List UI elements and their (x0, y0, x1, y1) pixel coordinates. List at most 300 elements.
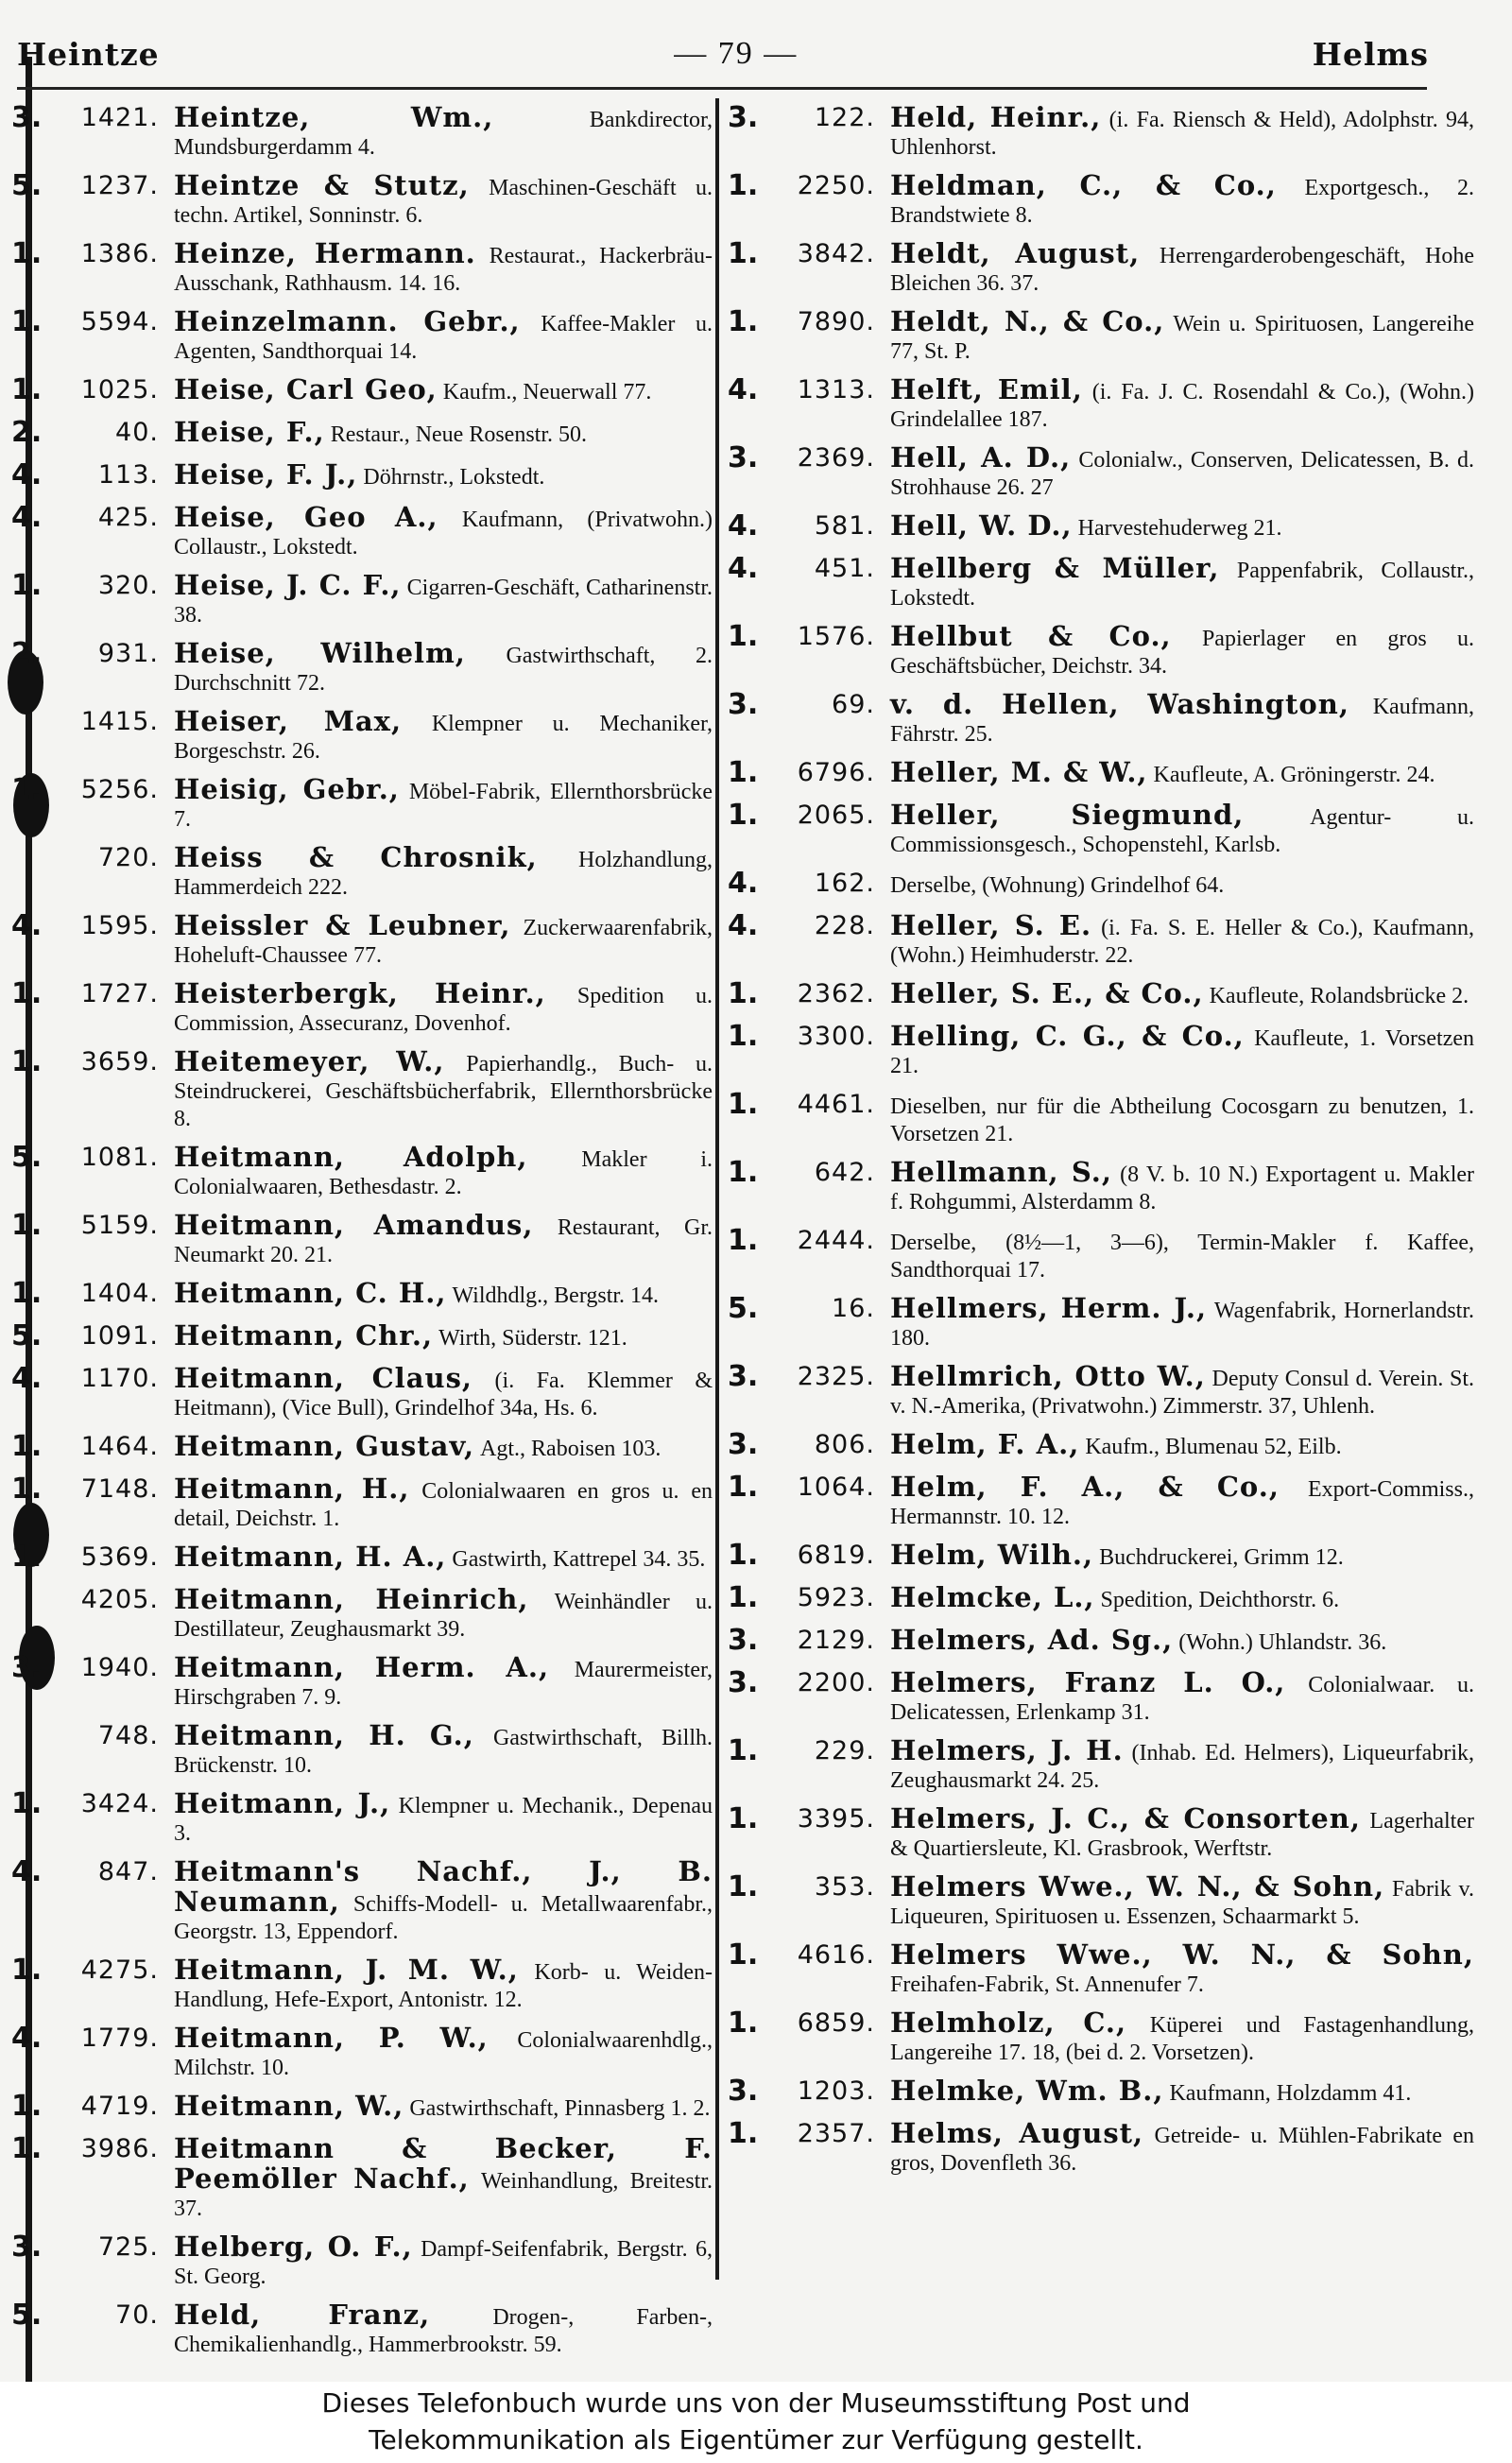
subscriber-details: Colonialwaar. u. Delicatessen, Erlenkamp 31. (890, 1673, 1475, 1725)
directory-entry (11, 772, 713, 834)
subscriber-details: Gastwirthschaft, Billh. Brückenstr. 10. (174, 1726, 713, 1778)
entry-text (174, 1953, 713, 2014)
subscriber-details: Colonialwaaren en gros u. en detail, Deichstr. 1. (174, 1479, 713, 1531)
column-divider (715, 98, 719, 2280)
subscriber-name: Heitmann, C. H., (174, 1277, 447, 1309)
exchange-prefix: 1. (728, 1734, 759, 1767)
directory-entry (11, 1276, 713, 1312)
entry-text (890, 551, 1474, 612)
subscriber-name: Hellbut & Co., (890, 620, 1172, 652)
phone-number: 1404. (80, 1279, 159, 1308)
subscriber-name: Heisterbergk, Heinr., (174, 977, 546, 1009)
phone-number: 1170. (80, 1364, 159, 1393)
exchange-prefix: 5. (728, 1292, 759, 1325)
exchange-prefix: 5. (11, 1319, 43, 1352)
exchange-prefix: 2. (11, 637, 43, 670)
exchange-prefix: 1. (11, 1277, 43, 1310)
exchange-prefix: 3. (11, 2230, 43, 2264)
phone-number: 581. (814, 511, 875, 541)
directory-entry (728, 1869, 1474, 1931)
subscriber-name: Helft, Emil, (890, 373, 1083, 405)
subscriber-name: Hellberg & Müller, (890, 552, 1220, 584)
subscriber-name: Heinze, Hermann. (174, 237, 476, 269)
subscriber-name: Heiser, Max, (174, 705, 403, 737)
phone-number: 320. (97, 571, 159, 600)
phone-number: 40. (115, 418, 159, 447)
subscriber-name: Heitmann, Gustav, (174, 1430, 475, 1462)
directory-entry (728, 1427, 1474, 1463)
phone-number: 5369. (80, 1542, 159, 1572)
subscriber-name: Heitmann, H. A., (174, 1541, 447, 1573)
subscriber-details: Spedition, Deichthorstr. 6. (1100, 1588, 1340, 1612)
subscriber-name: Heitmann, Amandus, (174, 1209, 534, 1241)
phone-number: 847. (97, 1857, 159, 1886)
entry-text (174, 1472, 713, 1533)
entry-text (174, 2131, 713, 2223)
directory-entry (728, 440, 1474, 502)
subscriber-details: Cigarren-Geschäft, Catharinenstr. 38. (174, 576, 713, 628)
subscriber-name: Heitmann, H. G., (174, 1719, 474, 1751)
directory-entry (728, 2006, 1474, 2067)
phone-number: 2250. (797, 171, 875, 200)
exchange-prefix: 1. (728, 1156, 759, 1189)
phone-number: 353. (814, 1872, 875, 1902)
phone-number: 720. (97, 843, 159, 872)
subscriber-details: Exportgesch., 2. Brandstwiete 8. (890, 176, 1474, 228)
subscriber-name: Heisig, Gebr., (174, 773, 400, 805)
directory-entry (11, 2298, 713, 2359)
subscriber-details: Döhrnstr., Lokstedt. (363, 465, 545, 490)
subscriber-details: Makler i. Colonialwaaren, Bethesdastr. 2. (174, 1147, 713, 1199)
directory-entry (11, 1540, 713, 1576)
entry-text (174, 2021, 713, 2082)
entry-text (174, 636, 713, 698)
directory-entry (11, 457, 713, 493)
directory-entry (728, 1580, 1474, 1616)
subscriber-details: (i. Fa. J. C. Rosendahl & Co.), (Wohn.) Grindelallee 187. (890, 380, 1474, 432)
header-last-name: Helms (1312, 35, 1429, 73)
subscriber-details: Spedition u. Commission, Assecuranz, Dovenhof. (174, 984, 713, 1036)
entry-text (890, 619, 1474, 680)
directory-entry (728, 2116, 1474, 2178)
subscriber-name: Heintze & Stutz, (174, 169, 470, 201)
entry-text (174, 500, 713, 561)
phone-number: 4719. (80, 2092, 159, 2121)
entry-text (174, 2298, 713, 2359)
phone-number: 6796. (797, 758, 875, 787)
subscriber-name: Heller, S. E. (890, 909, 1092, 941)
subscriber-details: Gastwirthschaft, Pinnasberg 1. 2. (409, 2096, 711, 2121)
exchange-prefix: 1. (11, 1045, 43, 1078)
subscriber-details: Kaufm., Neuerwall 77. (442, 380, 652, 405)
exchange-prefix: 1. (11, 977, 43, 1010)
exchange-prefix: 1. (11, 1209, 43, 1242)
subscriber-name: Heiss & Chrosnik, (174, 841, 538, 873)
exchange-prefix: 4. (11, 458, 43, 491)
entry-text (890, 1087, 1474, 1148)
subscriber-details: (i. Fa. Klemmer & Heitmann), (Vice Bull), Grindelhof 34a, Hs. 6. (174, 1369, 713, 1421)
subscriber-name: Helmers, Franz L. O., (890, 1666, 1286, 1698)
subscriber-name: Heldman, C., & Co., (890, 169, 1277, 201)
phone-number: 1576. (797, 622, 875, 651)
phone-number: 4461. (797, 1090, 875, 1119)
subscriber-details: Deputy Consul d. Verein. St. v. N.-Amerika, (Privatwohn.) Zimmerstr. 37, Uhlenh. (890, 1367, 1474, 1419)
subscriber-details: Dieselben, nur für die Abtheilung Cocosgarn zu benutzen, 1. Vorsetzen 21. (890, 1094, 1474, 1146)
exchange-prefix: 1. (728, 1581, 759, 1614)
exchange-prefix: 4. (11, 1362, 43, 1395)
entry-text (174, 568, 713, 629)
entry-text (890, 2006, 1474, 2067)
subscriber-details: Gastwirthschaft, 2. Durchschnitt 72. (174, 644, 713, 696)
directory-entry (11, 636, 713, 698)
directory-entry (11, 500, 713, 561)
directory-entry (11, 1361, 713, 1422)
subscriber-details: Möbel-Fabrik, Ellernthorsbrücke 7. (174, 780, 713, 832)
entry-text (890, 1155, 1474, 1216)
subscriber-name: Heldt, August, (890, 237, 1141, 269)
phone-number: 1064. (797, 1473, 875, 1502)
subscriber-name: Helmers, Ad. Sg., (890, 1624, 1174, 1656)
entry-text (890, 1538, 1474, 1572)
exchange-prefix: 4. (11, 1855, 43, 1888)
right-column (728, 100, 1474, 2184)
directory-entry (11, 1318, 713, 1354)
exchange-prefix: 4. (11, 501, 43, 534)
directory-entry (11, 1718, 713, 1780)
directory-entry (11, 2021, 713, 2082)
subscriber-name: Heitmann, H., (174, 1473, 410, 1505)
subscriber-name: Heitmann, Chr., (174, 1319, 434, 1352)
entry-text (174, 772, 713, 834)
directory-entry (728, 372, 1474, 434)
entry-text (890, 1019, 1474, 1080)
exchange-prefix: 1. (11, 1787, 43, 1820)
subscriber-name: Heitmann, Heinrich, (174, 1583, 529, 1615)
directory-entry (11, 1854, 713, 1946)
directory-entry (728, 304, 1474, 366)
subscriber-name: Heise, Carl Geo, (174, 373, 438, 405)
phone-number: 2357. (797, 2119, 875, 2148)
exchange-prefix: 1. (728, 2007, 759, 2040)
phone-number: 5923. (797, 1583, 875, 1612)
subscriber-name: Held, Franz, (174, 2299, 431, 2331)
subscriber-details: Agt., Raboisen 103. (480, 1437, 662, 1461)
phone-number: 70. (115, 2300, 159, 2330)
exchange-prefix: 1. (728, 1870, 759, 1903)
page-number: — 79 — (674, 36, 799, 71)
directory-entry (11, 2089, 713, 2125)
phone-number: 2325. (797, 1362, 875, 1391)
subscriber-details: Kaufmann, (Privatwohn.) Collaustr., Lokstedt. (174, 508, 713, 560)
subscriber-details: Colonialw., Conserven, Delicatessen, B. d. Strohhause 26. 27 (890, 448, 1474, 500)
subscriber-details: Küperei und Fastagenhandlung, Langereihe 17. 18, (bei d. 2. Vorsetzen). (890, 2013, 1475, 2065)
directory-entry (728, 2074, 1474, 2110)
subscriber-details: Wagenfabrik, Hornerlandstr. 180. (890, 1299, 1474, 1351)
subscriber-details: Weinhandlung, Breitestr. 37. (174, 2169, 713, 2221)
subscriber-details: Klempner u. Mechanik., Depenau 3. (174, 1794, 713, 1846)
subscriber-details: Maurermeister, Hirschgraben 7. 9. (174, 1658, 713, 1710)
entry-text (174, 372, 713, 406)
directory-entry (728, 1291, 1474, 1352)
exchange-prefix: 1. (728, 1224, 759, 1257)
phone-number: 806. (814, 1430, 875, 1459)
subscriber-name: Heitmann, J., (174, 1787, 391, 1819)
subscriber-details: Wirth, Süderstr. 121. (438, 1326, 627, 1351)
entry-text (174, 1429, 713, 1463)
subscriber-name: Helmers, J. C., & Consorten, (890, 1802, 1361, 1834)
subscriber-name: Heise, Geo A., (174, 501, 438, 533)
entry-text (174, 1582, 713, 1644)
phone-number: 2200. (797, 1668, 875, 1697)
exchange-prefix: 1. (728, 799, 759, 832)
subscriber-details: Agentur- u. Commissionsgesch., Schopenstehl, Karlsb. (890, 805, 1475, 857)
exchange-prefix: 3. (728, 441, 759, 474)
subscriber-details: Gastwirth, Kattrepel 34. 35. (452, 1547, 706, 1572)
phone-number: 5256. (80, 775, 159, 804)
exchange-prefix: 3. (728, 1666, 759, 1699)
subscriber-details: (i. Fa. Riensch & Held), Adolphstr. 94, Uhlenhorst. (890, 108, 1474, 160)
entry-text (174, 100, 713, 162)
directory-entry (11, 1953, 713, 2014)
subscriber-details: Kaufleute, Rolandsbrücke 2. (1209, 984, 1469, 1008)
exchange-prefix: 1. (728, 2117, 759, 2150)
subscriber-name: Heise, Wilhelm, (174, 637, 466, 669)
subscriber-name: Heintze, Wm., (174, 101, 494, 133)
subscriber-details: Dampf-Seifenfabrik, Bergstr. 6, St. Georg. (174, 2237, 713, 2289)
directory-entry (728, 908, 1474, 970)
directory-entry (728, 1938, 1474, 1999)
subscriber-details: Buchdruckerei, Grimm 12. (1099, 1545, 1344, 1570)
footer-line-1: Dieses Telefonbuch wurde uns von der Museumsstiftung Post und (321, 2387, 1191, 2419)
phone-number: 2362. (797, 979, 875, 1008)
exchange-prefix: 2. (11, 416, 43, 449)
entry-text (890, 1359, 1474, 1421)
subscriber-details: Kaufleute, A. Gröningerstr. 24. (1153, 763, 1435, 787)
subscriber-name: Helling, C. G., & Co., (890, 1020, 1245, 1052)
entry-text (890, 1869, 1474, 1931)
subscriber-details: Freihafen-Fabrik, St. Annenufer 7. (890, 1972, 1204, 1997)
entry-text (890, 755, 1474, 789)
subscriber-details: Restaurat., Hackerbräu-Ausschank, Rathhausm. 14. 16. (174, 244, 713, 296)
entry-text (890, 236, 1474, 298)
exchange-prefix: 3. (11, 1651, 43, 1684)
phone-number: 1081. (80, 1143, 159, 1172)
subscriber-name: Heitmann, P. W., (174, 2022, 489, 2054)
directory-entry (11, 2131, 713, 2223)
phone-number: 16. (832, 1294, 875, 1323)
entry-text (174, 457, 713, 491)
phone-number: 228. (814, 911, 875, 940)
phone-number: 425. (97, 503, 159, 532)
subscriber-details: Papierhandlg., Buch- u. Steindruckerei, Geschäftsbücherfabrik, Ellernthorsbrücke 8. (174, 1052, 713, 1131)
subscriber-name: Heitmann's Nachf., J., B. Neumann, (174, 1855, 713, 1918)
subscriber-name: Helm, Wilh., (890, 1539, 1094, 1571)
directory-entry (11, 1044, 713, 1133)
phone-number: 3395. (797, 1804, 875, 1834)
left-column (11, 100, 713, 2366)
entry-text (174, 1650, 713, 1712)
directory-entry (11, 1429, 713, 1465)
directory-entry (728, 687, 1474, 749)
subscriber-name: v. d. Hellen, Washington, (890, 688, 1349, 720)
exchange-prefix: 1. (728, 305, 759, 338)
directory-entry (11, 840, 713, 902)
directory-entry (11, 704, 713, 766)
page-header (17, 32, 1429, 76)
subscriber-name: Heise, J. C. F., (174, 569, 402, 601)
phone-number: 451. (814, 554, 875, 583)
directory-entry (11, 1582, 713, 1644)
footer-line-2: Telekommunikation als Eigentümer zur Verfügung gestellt. (369, 2424, 1143, 2455)
exchange-prefix: 3. (728, 2075, 759, 2108)
exchange-prefix: 1. (11, 373, 43, 406)
directory-entry (728, 976, 1474, 1012)
directory-entry (728, 100, 1474, 162)
directory-entry (728, 508, 1474, 544)
directory-entry (728, 1223, 1474, 1284)
phone-number: 1779. (80, 2024, 159, 2053)
phone-number: 725. (97, 2232, 159, 2262)
subscriber-name: Hellmers, Herm. J., (890, 1292, 1208, 1324)
entry-text (174, 1140, 713, 1201)
subscriber-details: Kaufleute, 1. Vorsetzen 21. (890, 1026, 1475, 1078)
directory-entry (11, 908, 713, 970)
exchange-prefix: 5. (11, 2299, 43, 2332)
subscriber-name: Heissler & Leubner, (174, 909, 511, 941)
entry-text (890, 168, 1474, 230)
subscriber-details: Schiffs-Modell- u. Metallwaarenfabr., Georgstr. 13, Eppendorf. (174, 1892, 713, 1944)
phone-number: 1595. (80, 911, 159, 940)
exchange-prefix: 4. (728, 867, 759, 900)
directory-entry (11, 415, 713, 451)
phone-number: 642. (814, 1158, 875, 1187)
entry-text (890, 687, 1474, 749)
exchange-prefix: 1. (11, 237, 43, 270)
entry-text (174, 1718, 713, 1780)
subscriber-details: Korb- u. Weiden-Handlung, Hefe-Export, Antonistr. 12. (174, 1960, 713, 2012)
header-rule (17, 87, 1427, 90)
subscriber-name: Hell, W. D., (890, 509, 1073, 542)
entry-text (890, 1291, 1474, 1352)
exchange-prefix: 1. (11, 1473, 43, 1506)
subscriber-details: Wein u. Spirituosen, Langereihe 77, St. P. (890, 312, 1474, 364)
subscriber-name: Helmers, J. H. (890, 1734, 1124, 1766)
entry-text (890, 1733, 1474, 1795)
phone-number: 1727. (80, 979, 159, 1008)
phone-number: 2444. (797, 1226, 875, 1255)
phone-number: 3842. (797, 239, 875, 268)
entry-text (890, 100, 1474, 162)
entry-text (174, 1318, 713, 1352)
directory-entry (728, 619, 1474, 680)
entry-text (174, 2089, 713, 2123)
phone-number: 1203. (797, 2076, 875, 2106)
directory-entry (11, 372, 713, 408)
entry-text (890, 508, 1474, 543)
entry-text (890, 1427, 1474, 1461)
footer-note (0, 2382, 1512, 2463)
subscriber-name: Heitmann, W., (174, 2090, 404, 2122)
exchange-prefix: 3. (728, 1624, 759, 1657)
phone-number: 1421. (80, 103, 159, 132)
exchange-prefix: 1. (728, 977, 759, 1010)
entry-text (890, 866, 1474, 900)
exchange-prefix: 3. (728, 1360, 759, 1393)
subscriber-details: (Wohn.) Uhlandstr. 36. (1178, 1630, 1387, 1655)
phone-number: 3659. (80, 1047, 159, 1076)
subscriber-details: Kaufmann, Holzdamm 41. (1169, 2081, 1412, 2106)
subscriber-name: Heitmann, Herm. A., (174, 1651, 550, 1683)
subscriber-details: Lagerhalter & Quartiersleute, Kl. Grasbrook, Werftstr. (890, 1809, 1474, 1861)
exchange-prefix: 5. (11, 1141, 43, 1174)
directory-entry (11, 1208, 713, 1269)
directory-entry (728, 1801, 1474, 1863)
directory-entry (11, 1786, 713, 1848)
subscriber-name: Heitmann, Adolph, (174, 1141, 528, 1173)
subscriber-name: Heitemeyer, W., (174, 1045, 445, 1077)
exchange-prefix: 1. (11, 1541, 43, 1574)
phone-number: 113. (97, 460, 159, 490)
subscriber-name: Heldt, N., & Co., (890, 305, 1165, 337)
directory-entry (11, 976, 713, 1038)
subscriber-details: (i. Fa. S. E. Heller & Co.), Kaufmann, (Wohn.) Heimhuderstr. 22. (890, 916, 1474, 968)
entry-text (174, 1361, 713, 1422)
subscriber-name: Heinzelmann. Gebr., (174, 305, 521, 337)
entry-text (174, 168, 713, 230)
subscriber-name: Heise, F., (174, 416, 325, 448)
directory-entry (728, 551, 1474, 612)
entry-text (890, 1223, 1474, 1284)
exchange-prefix: 1. (728, 1938, 759, 1972)
phone-number: 6819. (797, 1541, 875, 1570)
exchange-prefix: 1. (728, 1802, 759, 1835)
directory-entry (11, 2230, 713, 2291)
directory-entry (728, 1087, 1474, 1148)
subscriber-details: Drogen-, Farben-, Chemikalienhandlg., Hammerbrookstr. 59. (174, 2305, 713, 2357)
subscriber-name: Helmholz, C., (890, 2007, 1127, 2039)
subscriber-details: Derselbe, (Wohnung) Grindelhof 64. (890, 873, 1225, 898)
entry-text (174, 704, 713, 766)
subscriber-details: Restaur., Neue Rosenstr. 50. (330, 422, 588, 447)
phone-number: 4205. (80, 1585, 159, 1614)
phone-number: 7148. (80, 1474, 159, 1504)
subscriber-details: Restaurant, Gr. Neumarkt 20. 21. (174, 1215, 713, 1267)
entry-text (174, 840, 713, 902)
exchange-prefix: 1. (728, 620, 759, 653)
phone-number: 162. (814, 869, 875, 898)
exchange-prefix: 1. (11, 2090, 43, 2123)
phone-number: 3424. (80, 1789, 159, 1818)
entry-text (890, 798, 1474, 859)
directory-entry (11, 1650, 713, 1712)
subscriber-details: (8 V. b. 10 N.) Exportagent u. Makler f. Rohgummi, Alsterdamm 8. (890, 1163, 1475, 1214)
phone-number: 3300. (797, 1022, 875, 1051)
entry-text (890, 2074, 1474, 2108)
directory-entry (11, 1140, 713, 1201)
subscriber-name: Heitmann, J. M. W., (174, 1954, 519, 1986)
subscriber-details: Kaufmann, Fährstr. 25. (890, 695, 1474, 747)
phone-number: 1464. (80, 1432, 159, 1461)
directory-entry (728, 1155, 1474, 1216)
subscriber-details: (Inhab. Ed. Helmers), Liqueurfabrik, Zeughausmarkt 24. 25. (890, 1741, 1474, 1793)
subscriber-name: Helmers Wwe., W. N., & Sohn, (890, 1870, 1385, 1903)
entry-text (174, 236, 713, 298)
exchange-prefix: 3. (728, 688, 759, 721)
entry-text (174, 1044, 713, 1133)
subscriber-name: Helberg, O. F., (174, 2230, 413, 2263)
exchange-prefix: 1. (11, 1954, 43, 1987)
exchange-prefix: 4. (728, 552, 759, 585)
